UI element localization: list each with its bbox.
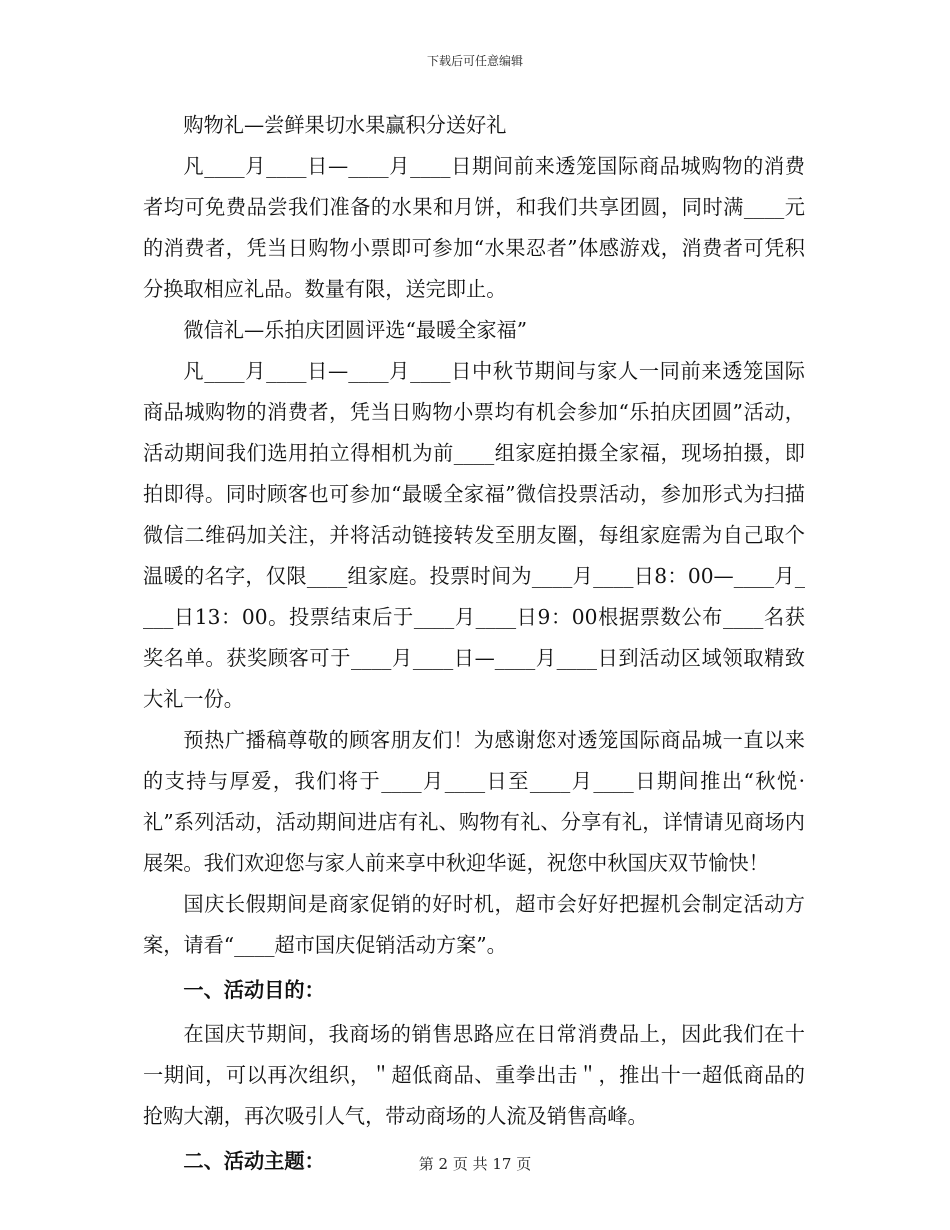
wechat-gift-body: 凡____月____日—____月____日中秋节期间与家人一同前来透笼国际商品城购物的消费者，凭当日购物小票均有机会参加“乐拍庆团圆”活动，活动期间我们选用拍立得相机为前____组家庭拍摄全家福，现场拍摄，即拍即得。同时顾客也可参加“最暖全家福”微信投票活动，参加形式为扫描微信二维码加关注，并将活动链接转发至朋友圈，每组家庭需为自己取个温暖的名字，仅限____组家庭。投票时间为____月____日8：00—____月____日13：00。投票结束后于____月____日9：00根据票数公布____名获奖名单。获奖顾客可于____月____日—____月____日到活动区域领取精致大礼一份。	[143, 359, 805, 711]
document-body	[143, 105, 805, 1185]
shopping-gift-title: 购物礼—尝鲜果切水果赢积分送好礼	[183, 113, 507, 137]
shopping-gift-body: 凡____月____日—____月____日期间前来透笼国际商品城购物的消费者均可免费品尝我们准备的水果和月饼，和我们共享团圆，同时满____元的消费者，凭当日购物小票即可参加“水果忍者”体感游戏，消费者可凭积分换取相应礼品。数量有限，送完即止。	[143, 154, 805, 301]
section-heading-purpose: 一、活动目的：	[183, 978, 325, 1002]
section-heading-theme: 二、活动主题：	[183, 1149, 325, 1173]
section-body-purpose: 在国庆节期间，我商场的销售思路应在日常消费品上，因此我们在十一期间，可以再次组织，＂超低商品、重拳出击＂，推出十一超低商品的抢购大潮，再次吸引人气，带动商场的人流及销售高峰。	[143, 1022, 805, 1128]
broadcast-paragraph: 预热广播稿尊敬的顾客朋友们！为感谢您对透笼国际商品城一直以来的支持与厚爱，我们将于____月____日至____月____日期间推出“秋悦·礼”系列活动，活动期间进店有礼、购物有礼、分享有礼，详情请见商场内展架。我们欢迎您与家人前来享中秋迎华诞，祝您中秋国庆双节愉快！	[143, 728, 805, 875]
national-day-intro: 国庆长假期间是商家促销的好时机，超市会好好把握机会制定活动方案，请看“____超市国庆促销活动方案”。	[143, 892, 805, 957]
page-number: 第 2 页 共 17 页	[418, 1155, 532, 1173]
wechat-gift-title: 微信礼—乐拍庆团圆评选“最暖全家福”	[183, 318, 528, 342]
page-header: 下载后可任意编辑	[426, 54, 523, 68]
